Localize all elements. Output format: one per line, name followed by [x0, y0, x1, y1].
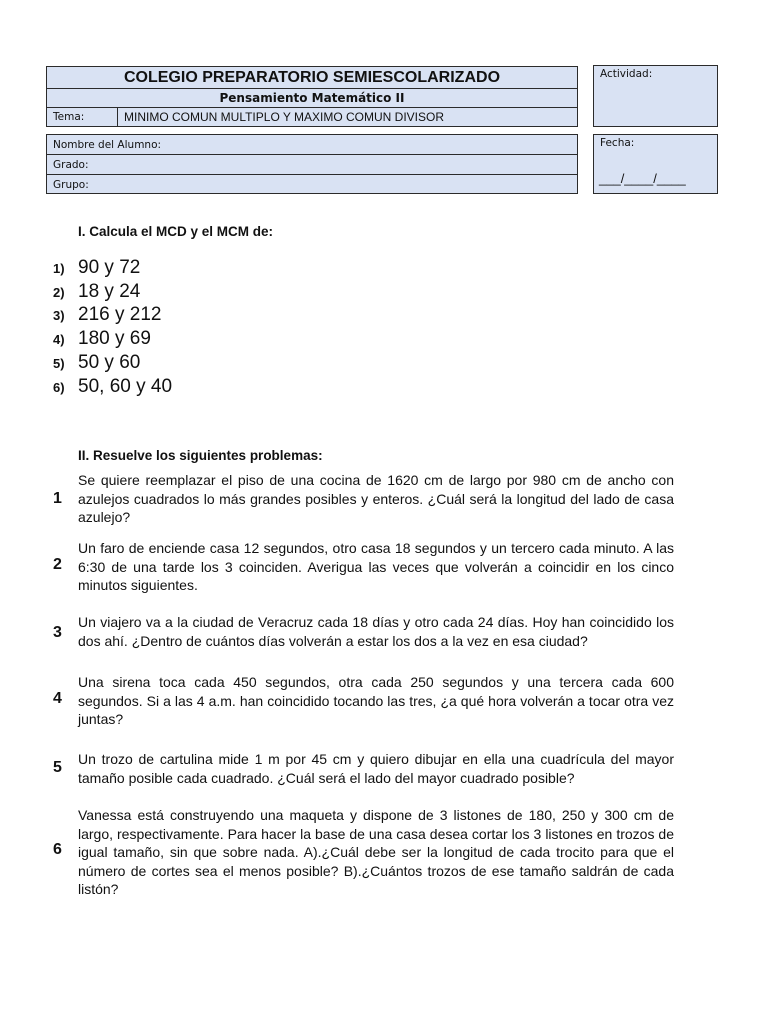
actividad-box[interactable]	[593, 65, 718, 127]
exercise-number: 1)	[53, 261, 65, 276]
grado-field[interactable]	[47, 155, 577, 175]
problem-text: Vanessa está construyendo una maqueta y dispone de 3 listones de 180, 250 y 300 cm de largo, respectivamente. Para hacer la base de una casa desea cortar los 3 listones en trozos de igual tamaño, sin que sobre nada. A).¿Cuál debe ser la longitud de cada trocito para que el número de cortes sea el menos posible? B).¿Cuántos trozos de ese tamaño saldrán de cada listón?	[78, 807, 674, 897]
problem-text: Una sirena toca cada 450 segundos, otra cada 250 segundos y una tercera cada 600 segundos. Si a las 4 a.m. han coincidido tocando las tres, ¿a qué hora volverán a tocar otra vez juntas?	[78, 674, 674, 727]
fecha-blank: ___/____/____	[599, 171, 686, 186]
exercise-number: 6)	[53, 380, 65, 395]
exercise-text: 50 y 60	[78, 352, 141, 373]
student-name-label: Nombre del Alumno:	[53, 139, 162, 151]
exercise-text: 180 y 69	[78, 328, 151, 349]
fecha-label: Fecha:	[600, 137, 635, 149]
exercise-number: 3)	[53, 308, 65, 323]
fecha-box[interactable]	[593, 134, 718, 194]
problem-item	[53, 750, 673, 788]
problem-text: Un trozo de cartulina mide 1 m por 45 cm y quiero dibujar en ella una cuadrícula del mayor tamaño posible cada cuadrado. ¿Cuál será el lado del mayor cuadrado posible?	[78, 751, 674, 786]
header-title-block	[46, 66, 578, 127]
problem-text: Se quiere reemplazar el piso de una cocina de 1620 cm de largo por 980 cm de ancho con azulejos cuadrados lo más grandes posibles y enteros. ¿Cuál será la longitud del lado de casa azulejo?	[78, 472, 674, 525]
section1-title: I. Calcula el MCD y el MCM de:	[78, 224, 274, 239]
student-info-block	[46, 134, 578, 194]
student-name-field[interactable]	[47, 135, 577, 155]
grupo-field[interactable]	[47, 175, 577, 195]
grupo-label: Grupo:	[53, 179, 89, 191]
problem-number: 6	[53, 841, 62, 858]
problem-number: 5	[53, 759, 62, 776]
grado-label: Grado:	[53, 159, 89, 171]
exercise-text: 18 y 24	[78, 281, 141, 302]
problem-number: 2	[53, 556, 62, 573]
actividad-label: Actividad:	[600, 68, 653, 80]
tema-label: Tema:	[47, 108, 118, 127]
exercise-number: 5)	[53, 356, 65, 371]
exercise-text: 50, 60 y 40	[78, 376, 173, 397]
problem-item	[53, 471, 673, 527]
exercise-number: 4)	[53, 332, 65, 347]
problem-item	[53, 613, 673, 651]
section2-title: II. Resuelve los siguientes problemas:	[78, 448, 323, 463]
exercise-text: 90 y 72	[78, 257, 141, 278]
problem-item	[53, 673, 673, 729]
tema-value: MINIMO COMUN MULTIPLO Y MAXIMO COMUN DIVISOR	[124, 110, 445, 124]
exercise-number: 2)	[53, 285, 65, 300]
subject-title: Pensamiento Matemático II	[47, 89, 577, 108]
school-name: COLEGIO PREPARATORIO SEMIESCOLARIZADO	[47, 67, 577, 89]
problem-text: Un faro de enciende casa 12 segundos, otro casa 18 segundos y un tercero cada minuto. A las 6:30 de una tarde los 3 coinciden. Averigua las veces que volverán a coincidir en los cinco minutos siguientes.	[78, 540, 674, 593]
problem-item	[53, 539, 673, 595]
exercise-text: 216 y 212	[78, 304, 162, 325]
problem-number: 1	[53, 490, 62, 507]
problem-number: 4	[53, 690, 62, 707]
problem-text: Un viajero va a la ciudad de Veracruz cada 18 días y otro cada 24 días. Hoy han coincidido los dos ahí. ¿Dentro de cuántos días volverán a estar los dos a la vez en esa ciudad?	[78, 614, 674, 649]
problem-item	[53, 806, 673, 900]
problem-number: 3	[53, 624, 62, 641]
